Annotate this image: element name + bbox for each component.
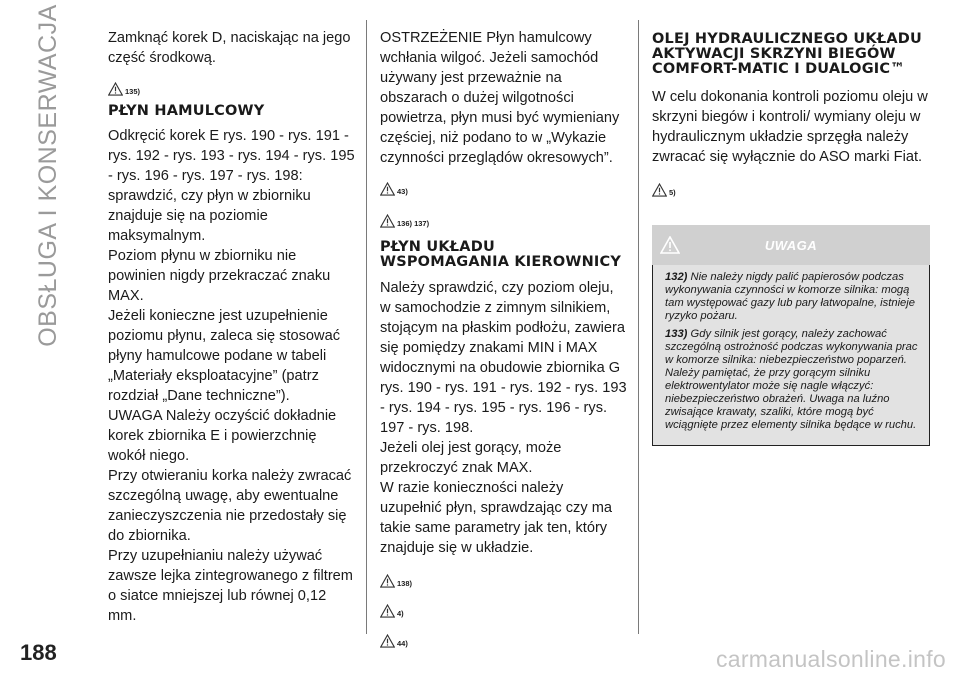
warning-box	[652, 225, 930, 446]
warning-reference	[380, 570, 628, 588]
section-side-title	[18, 3, 78, 347]
warning-note-number: 132)	[665, 271, 688, 283]
warning-triangle-icon	[380, 634, 395, 648]
warning-triangle-icon	[380, 214, 395, 228]
watermark: carmanualsonline.info	[715, 646, 946, 672]
warning-reference	[380, 600, 628, 618]
paragraph: Przy uzupełnianiu należy używać zawsze lejka zintegrowanego z filtrem o siatce mniejszej lub równej 0,12 mm.	[108, 548, 353, 624]
warning-note	[665, 328, 919, 432]
paragraph: W celu dokonania kontroli poziomu oleju w skrzyni biegów i kontroli/ wymiany oleju w hydraulicznym układzie sprzęgła należy zwracać się wyłącznie do ASO marki Fiat.	[652, 89, 928, 165]
warning-reference	[380, 210, 628, 228]
paragraph: Jeżeli konieczne jest uzupełnienie poziomu płynu, zaleca się stosować płyny hamulcowe podane w tabeli „Materiały eksploatacyjne” (patrz rozdział „Dane techniczne”).	[108, 308, 340, 404]
warning-ref-number: 44)	[397, 639, 408, 648]
column-divider-2	[638, 20, 639, 634]
warning-reference	[108, 78, 356, 96]
warning-box-title: UWAGA	[764, 237, 818, 253]
paragraph: W razie konieczności należy uzupełnić płyn, sprawdzając czy ma takie same parametry jak ten, który znajduje się w układzie.	[380, 480, 612, 556]
warning-triangle-icon	[652, 183, 667, 197]
paragraph: Poziom płynu w zbiorniku nie powinien nigdy przekraczać znaku MAX.	[108, 248, 331, 304]
warning-triangle-icon	[108, 82, 123, 96]
paragraph: Przy otwieraniu korka należy zwracać szczególną uwagę, aby ewentualne zanieczyszczenia nie przedostały się do zbiornika.	[108, 468, 352, 544]
warning-ref-number: 138)	[397, 579, 413, 588]
warning-note-text: Gdy silnik jest gorący, należy zachować szczególną ostrożność podczas wykonywania prac w komorze silnika: niebezpieczeństwo poparzeń. Należy pamiętać, że przy gorącym silniku elektrowentylator może się nagle włączyć: niebezpieczeństwo obrażeń. Uwaga na luźno zwisające krawaty, szaliki, które mogą być wciągnięte przez elementy silnika będące w ruchu.	[665, 328, 918, 431]
section-side-title-text: OBSŁUGA I KONSERWACJA	[33, 3, 62, 347]
warning-ref-number: 43)	[397, 187, 408, 196]
warning-ref-number: 136) 137)	[397, 219, 430, 228]
column-3	[652, 28, 930, 446]
warning-ref-number: 135)	[125, 87, 141, 96]
paragraph: Jeżeli olej jest gorący, może przekroczyć znak MAX.	[380, 440, 562, 476]
warning-box-body	[652, 265, 930, 446]
column-2	[380, 28, 628, 648]
section-heading: PŁYN HAMULCOWY	[108, 103, 265, 119]
warning-note-text: Nie należy nigdy palić papierosów podczas wykonywania czynności w komorze silnika: mogą tam występować gazy lub pary łatwopalne, istnieje ryzyko pożaru.	[665, 271, 915, 322]
warning-triangle-icon	[380, 604, 395, 618]
paragraph: Odkręcić korek E rys. 190 - rys. 191 - rys. 192 - rys. 193 - rys. 194 - rys. 195 - rys. 196 - rys. 197 - rys. 198: sprawdzić, czy płyn w zbiorniku znajduje się na poziomie maksymalnym.	[108, 128, 355, 244]
paragraph: UWAGA Należy oczyścić dokładnie korek zbiornika E i powierzchnię wokół niego.	[108, 408, 337, 464]
warning-box-header	[652, 225, 930, 265]
paragraph: Należy sprawdzić, czy poziom oleju, w samochodzie z zimnym silnikiem, stojącym na płaskim podłożu, zawiera się pomiędzy znakami MIN i MAX widocznymi na obudowie zbiornika G rys. 190 - rys. 191 - rys. 192 - rys. 193 - rys. 194 - rys. 195 - rys. 196 - rys. 197 - rys. 198.	[380, 280, 627, 436]
warning-triangle-icon	[660, 236, 680, 254]
warning-reference	[652, 179, 930, 197]
warning-triangle-icon	[380, 182, 395, 196]
column-1	[108, 28, 356, 626]
warning-ref-number: 5)	[669, 188, 676, 197]
page-number: 188	[20, 640, 57, 665]
paragraph: OSTRZEŻENIE Płyn hamulcowy wchłania wilgoć. Jeżeli samochód używany jest przeważnie na obszarach o dużej wilgotności powietrza, płyn musi być wymieniany częściej, niż podano to w „Wykazie czynności przeglądów okresowych”.	[380, 30, 620, 166]
warning-note-number: 133)	[665, 328, 688, 340]
warning-ref-number: 4)	[397, 609, 404, 618]
section-heading: PŁYN UKŁADU WSPOMAGANIA KIEROWNICY	[380, 239, 622, 270]
column-divider-1	[366, 20, 367, 634]
warning-reference	[380, 178, 628, 196]
warning-reference	[380, 630, 628, 648]
warning-note	[665, 271, 919, 323]
paragraph: Zamknąć korek D, naciskając na jego część środkową.	[108, 30, 351, 66]
warning-triangle-icon	[380, 574, 395, 588]
section-heading: OLEJ HYDRAULICZNEGO UKŁADU AKTYWACJI SKRZYNI BIEGÓW COMFORT-MATIC I DUALOGIC™	[652, 31, 922, 77]
